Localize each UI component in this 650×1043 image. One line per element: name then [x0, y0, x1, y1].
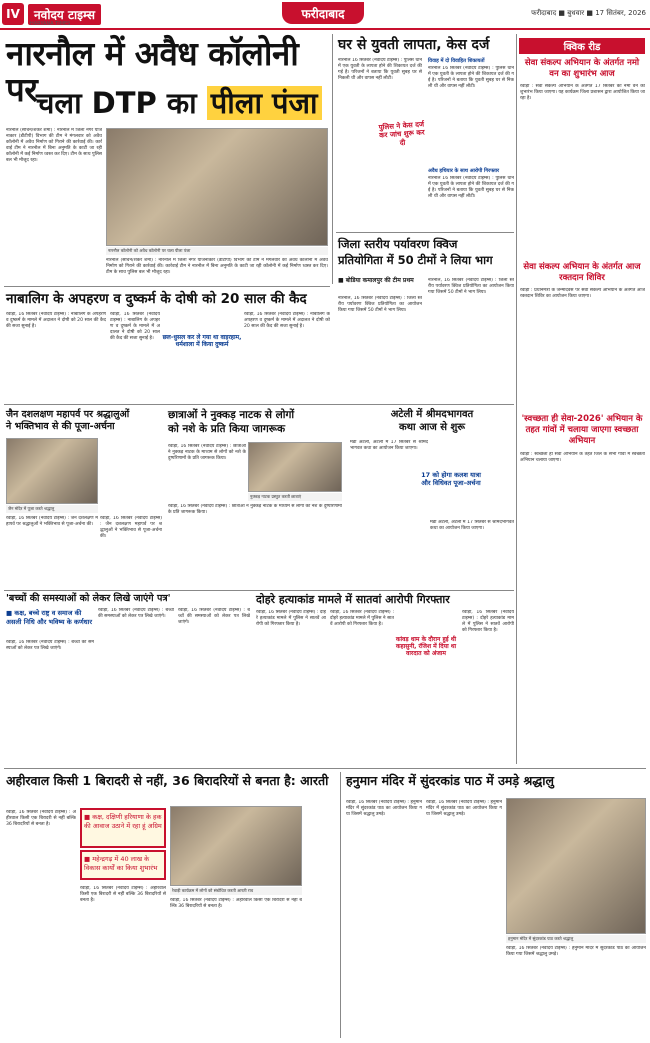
court-headline: नाबालिग के अपहरण व दुष्कर्म के दोषी को 20 साल की कैद — [6, 291, 307, 307]
lead-headline-line1: नारनौल में अवैध कॉलोनी पर — [6, 34, 299, 109]
jain-body: रेवाड़ी, 16 सितंबर (नवोदय टाइम्स) : जैन दशलक्षण महापर्व पर श्रद्धालुओं ने भक्तिभाव से पूजा-अर्चना की। — [6, 516, 98, 527]
children-body-cont: रेवाड़ी, 16 सितंबर (नवोदय टाइम्स) : बच्चों की समस्याओं को लेकर पत्र लिखे जाएंगे। — [98, 608, 174, 619]
ahirwal-photo — [170, 806, 302, 886]
play-photo — [248, 442, 342, 492]
column-divider — [340, 772, 341, 1038]
murder-body: रेवाड़ी, 16 सितंबर (नवोदय टाइम्स) : दोहरे हत्याकांड मामले में पुलिस ने सातवें आरोपी को गिरफ्तार किया है। — [256, 610, 326, 627]
divider — [336, 232, 514, 233]
quiz-headline-line1: जिला स्तरीय पर्यावरण क्विज — [338, 237, 458, 251]
ahirwal-side-2: ■ महेन्द्रगढ़ में 40 लाख के विकास कार्यों का किया शुभारंभ — [84, 855, 158, 872]
hanuman-body: रेवाड़ी, 16 सितंबर (नवोदय टाइम्स) : हनुमान मंदिर में सुंदरकांड पाठ का आयोजन किया गया जिसमें श्रद्धालु उमड़े। — [346, 800, 422, 817]
missing-sub-body-2: नारनौल 16 सितंबर (नवोदय टाइम्स) : पुलिस थाने में एक युवती के लापता होने की शिकायत दर्ज की गई है। परिजनों ने बताया कि युवती सुबह घर से निकली थी और वापस नहीं लौटी। — [428, 176, 514, 199]
brand-subtitle: HARYANA TIMES — [30, 21, 71, 27]
hanuman-headline: हनुमान मंदिर में सुंदरकांड पाठ में उमड़े श्रद्धालु — [346, 773, 554, 788]
ahirwal-body: रेवाड़ी, 16 सितंबर (नवोदय टाइम्स) : अहीरवाल किसी एक बिरादरी से नहीं बल्कि 36 बिरादरियों से बनता है। — [6, 810, 76, 827]
play-body-cont: रेवाड़ी, 16 सितंबर (नवोदय टाइम्स) : छात्राओं ने नुक्कड़ नाटक के माध्यम से लोगों को नशे के दुष्परिणामों के प्रति जागरूक किया। — [168, 504, 342, 515]
hanuman-body-cont2: रेवाड़ी, 16 सितंबर (नवोदय टाइम्स) : हनुमान मंदिर में सुंदरकांड पाठ का आयोजन किया गया जिसमें श्रद्धालु उमड़े। — [506, 946, 646, 957]
bhagwat-body-cont: मंडी अटेली, अटेली में 17 सितंबर से श्रीमदभागवत कथा का आयोजन किया जाएगा। — [430, 520, 514, 531]
quick-read-item1-title: सेवा संकल्प अभियान के अंतर्गत नमो वन का शुभारंभ आज — [524, 58, 640, 79]
dateline: फरीदाबाद ■ बुधवार ■ 17 सितंबर, 2026 — [531, 9, 646, 17]
quick-read-item3-body: रेवाड़ी : स्वच्छता ही सेवा अभियान के तहत जिले के सभी गांवों में स्वच्छता अभियान चलाया जाएगा। — [520, 452, 645, 463]
ahirwal-body-cont2: रेवाड़ी, 16 सितंबर (नवोदय टाइम्स) : अहीरवाल किसी एक बिरादरी से नहीं बल्कि 36 बिरादरियों से बनता है। — [170, 898, 302, 909]
quick-read-title: क्विक रीड — [519, 38, 645, 54]
divider — [4, 590, 514, 591]
quiz-subhead: ■ बोडिया कमालपुर की टीम प्रथम — [338, 277, 414, 284]
hanuman-photo-caption: हनुमान मंदिर में सुंदरकांड पाठ करते श्रद्धालु — [506, 935, 646, 943]
lead-headline-part-a: चला DTP का — [36, 86, 197, 120]
quiz-body: नारनौल, 16 सितंबर (नवोदय टाइम्स) : जिला स्तरीय पर्यावरण क्विज प्रतियोगिता का आयोजन किया गया जिसमें 50 टीमों ने भाग लिया। — [338, 296, 422, 313]
jain-headline-line1: जैन दशलक्षण महापर्व पर श्रद्धालुओं — [6, 409, 130, 420]
jain-photo — [6, 438, 98, 504]
quick-read-item3-title: 'स्वच्छता ही सेवा-2026' अभियान के तहत गांवों में चलाया जाएगा स्वच्छता अभियान — [521, 414, 643, 446]
missing-subhead-1: विवाह में दो विवाहित शिकायतों — [428, 58, 485, 64]
lead-photo — [106, 128, 328, 246]
court-callout: छल-धुसल कर ले गया था वाइरहाम, धर्मशाला में किया दुष्कर्म — [162, 334, 242, 349]
quick-read-item2-body: रेवाड़ी : प्रधानमंत्री के जन्मदिवस पर सेवा संकल्प अभियान के अंतर्गत आज रक्तदान शिविर का आयोजन किया जाएगा। — [520, 288, 645, 299]
play-body: रेवाड़ी, 16 सितंबर (नवोदय टाइम्स) : छात्राओं ने नुक्कड़ नाटक के माध्यम से लोगों को नशे के दुष्परिणामों के प्रति जागरूक किया। — [168, 444, 246, 461]
bhagwat-callout: 17 को होगा कलश यात्रा और विधिवत पूजा-अर्चना — [421, 471, 481, 487]
page-number: IV — [2, 3, 24, 25]
murder-callout: कांवड़ धाम के दौरान हुई थी कहासुनी, रंजिश में दिया था वारदात को अंजाम — [395, 636, 457, 658]
ahirwal-body-cont: रेवाड़ी, 16 सितंबर (नवोदय टाइम्स) : अहीरवाल किसी एक बिरादरी से नहीं बल्कि 36 बिरादरियों से बनता है। — [80, 886, 166, 903]
newspaper-brand: नवोदय टाइम्स — [28, 4, 101, 25]
murder-headline: दोहरे हत्याकांड मामले में सातवां आरोपी गिरफ्तार — [256, 593, 450, 606]
missing-sub-body: नारनौल 16 सितंबर (नवोदय टाइम्स) : पुलिस थाने में एक युवती के लापता होने की शिकायत दर्ज की गई है। परिजनों ने बताया कि युवती सुबह घर से निकली थी और वापस नहीं लौटी। — [428, 66, 514, 89]
column-divider — [332, 34, 333, 284]
murder-body-cont: रेवाड़ी, 16 सितंबर (नवोदय टाइम्स) : दोहरे हत्याकांड मामले में पुलिस ने सातवें आरोपी को गिरफ्तार किया है। — [330, 610, 394, 627]
play-photo-caption: नुक्कड़ नाटक प्रस्तुत करती छात्राएं — [248, 493, 342, 501]
ahirwal-side-box-2 — [80, 850, 166, 880]
missing-body: नारनौल 16 सितंबर (नवोदय टाइम्स) : पुलिस थाने में एक युवती के लापता होने की शिकायत दर्ज की गई है। परिजनों ने बताया कि युवती सुबह घर से निकली थी और वापस नहीं लौटी। — [338, 58, 422, 81]
jain-photo-caption: जैन मंदिर में पूजा करते श्रद्धालु — [6, 505, 98, 513]
lead-body-cont: नारनौल (सचिन/शंकर शर्मा) : नारनौल में जिला नगर योजनाकार (डीटीपी) विभाग की टीम ने मंगलवार को अवैध कॉलोनी में अवैध निर्माण को गिराने की कार्रवाई की। कार्रवाई टीम ने नारनौल में बिना अनुमति के काटी जा रही कॉलोनी में कई निर्माण ध्वस्त कर दिए। टीम के साथ पुलिस बल भी मौजूद रहा। — [106, 258, 328, 275]
play-headline-line2: को नशे के प्रति किया जागरूक — [168, 423, 286, 435]
city-tag: फरीदाबाद — [282, 2, 364, 24]
jain-headline-line2: ने भक्तिभाव से की पूजा-अर्चना — [6, 421, 115, 432]
lead-body: नारनौल (सचिन/शंकर शर्मा) : नारनौल में जिला नगर योजनाकार (डीटीपी) विभाग की टीम ने मंगलवार को अवैध कॉलोनी में अवैध निर्माण को गिराने की कार्रवाई की। कार्रवाई टीम ने नारनौल में बिना अनुमति के काटी जा रही कॉलोनी में कई निर्माण ध्वस्त कर दिए। टीम के साथ पुलिस बल भी मौजूद रहा। — [6, 128, 102, 163]
divider — [4, 286, 330, 287]
murder-body-cont2: रेवाड़ी, 16 सितंबर (नवोदय टाइम्स) : दोहरे हत्याकांड मामले में पुलिस ने सातवें आरोपी को गिरफ्तार किया है। — [462, 610, 514, 633]
lead-headline-part-b: पीला पंजा — [207, 86, 322, 120]
missing-subhead-2: अवैध हथियार के साथ आरोपी गिरफ्तार — [428, 168, 500, 174]
lead-headline-line2 — [36, 88, 322, 119]
children-headline: 'बच्चों की समस्याओं को लेकर लिखे जाएंगे पत्र' — [6, 593, 171, 604]
quick-read-item1-body: रेवाड़ी : सेवा संकल्प अभियान के अंतर्गत 17 सितंबर को नमो वन का शुभारंभ किया जाएगा। यह कार्यक्रम जिला प्रशासन द्वारा आयोजित किया जा रहा है। — [520, 84, 645, 101]
lead-photo-caption: नारनौल कॉलोनी को अवैध कॉलोनी पर चला पीला पंजा — [106, 247, 328, 255]
missing-callout: पुलिस ने केस दर्ज कर जांच शुरू कर दी — [378, 120, 425, 147]
court-body-cont: रेवाड़ी, 16 सितंबर (नवोदय टाइम्स) : नाबालिग के अपहरण व दुष्कर्म के मामले में अदालत ने दोषी को 20 साल की कैद की सजा सुनाई है। — [110, 312, 160, 341]
bhagwat-body: मंडी अटेली, अटेली में 17 सितंबर से श्रीमदभागवत कथा का आयोजन किया जाएगा। — [350, 440, 428, 451]
ahirwal-headline: अहीरवाल किसी 1 बिरादरी से नहीं, 36 बिरादरियों से बनता है: आरती — [6, 773, 329, 788]
ahirwal-side-box-1 — [80, 808, 166, 848]
hanuman-photo — [506, 798, 646, 934]
court-body: रेवाड़ी, 16 सितंबर (नवोदय टाइम्स) : नाबालिग के अपहरण व दुष्कर्म के मामले में अदालत ने दोषी को 20 साल की कैद की सजा सुनाई है। — [6, 312, 106, 329]
children-body: रेवाड़ी, 16 सितंबर (नवोदय टाइम्स) : बच्चों की समस्याओं को लेकर पत्र लिखे जाएंगे। — [6, 640, 94, 651]
quiz-body-cont: नारनौल, 16 सितंबर (नवोदय टाइम्स) : जिला स्तरीय पर्यावरण क्विज प्रतियोगिता का आयोजन किया गया जिसमें 50 टीमों ने भाग लिया। — [428, 278, 514, 295]
children-subhead: ■ कक्ष, बच्चे राष्ट्र व समाज की असली निधि और भविष्य के कर्णधार — [6, 609, 93, 626]
divider — [4, 768, 646, 769]
bhagwat-headline-line2: कथा आज से शुरू — [398, 422, 466, 433]
play-headline-line1: छात्राओं ने नुक्कड़ नाटक से लोगों — [168, 409, 295, 421]
hanuman-body-cont: रेवाड़ी, 16 सितंबर (नवोदय टाइम्स) : हनुमान मंदिर में सुंदरकांड पाठ का आयोजन किया गया जिसमें श्रद्धालु उमड़े। — [426, 800, 502, 817]
quiz-headline-line2: प्रतियोगिता में 50 टीमों ने लिया भाग — [338, 253, 493, 267]
divider — [4, 404, 514, 405]
ahirwal-side-1: ■ कक्ष, दक्षिणी हरियाणा के हक की आवाज उठाने में रहा हूं अग्रिम — [84, 813, 162, 830]
jain-body-cont: रेवाड़ी, 16 सितंबर (नवोदय टाइम्स) : जैन दशलक्षण महापर्व पर श्रद्धालुओं ने भक्तिभाव से पूजा-अर्चना की। — [100, 516, 162, 539]
quick-read-item2-title: सेवा संकल्प अभियान के अंतर्गत आज रक्तदान शिविर — [523, 262, 641, 283]
court-body-cont2: रेवाड़ी, 16 सितंबर (नवोदय टाइम्स) : नाबालिग के अपहरण व दुष्कर्म के मामले में अदालत ने दोषी को 20 साल की कैद की सजा सुनाई है। — [244, 312, 330, 329]
children-body-cont2: रेवाड़ी, 16 सितंबर (नवोदय टाइम्स) : बच्चों की समस्याओं को लेकर पत्र लिखे जाएंगे। — [178, 608, 250, 625]
masthead — [0, 0, 650, 30]
missing-headline: घर से युवती लापता, केस दर्ज — [338, 37, 490, 53]
bhagwat-headline-line1: अटेली में श्रीमदभागवत — [390, 409, 474, 420]
ahirwal-photo-caption: रेवाड़ी कार्यक्रम में लोगों को संबोधित करती आरती राव — [170, 887, 302, 895]
quick-read-divider — [516, 34, 517, 764]
